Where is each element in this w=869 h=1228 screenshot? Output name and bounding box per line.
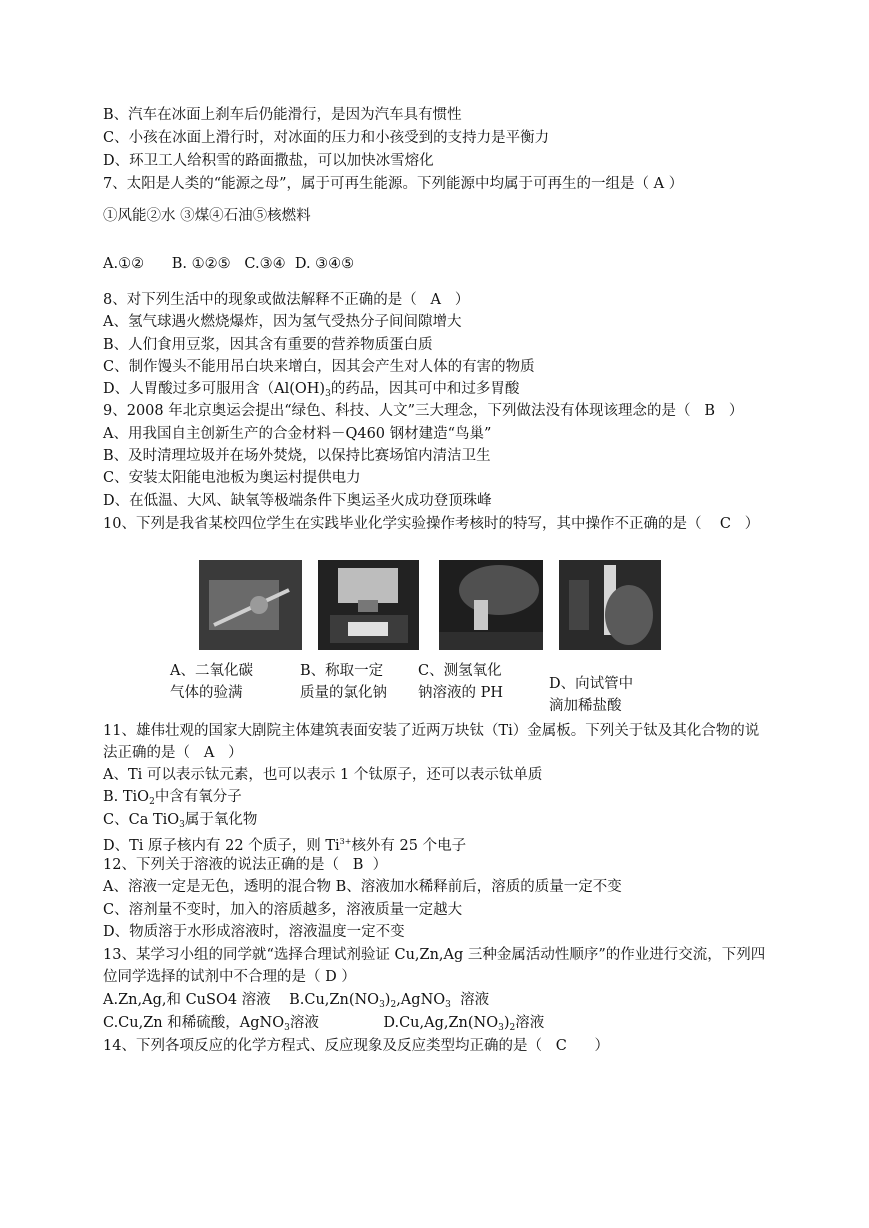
question-14-stem: 14、下列各项反应的化学方程式、反应现象及反应类型均正确的是（ C ） bbox=[103, 1038, 610, 1054]
q13ab-a: A.Zn,Ag,和 CuSO4 溶液 B.Cu,Zn(NO bbox=[103, 992, 380, 1008]
question-12-stem: 12、下列关于溶液的说法正确的是（ B ） bbox=[103, 857, 388, 873]
q13ab-s3: 3 bbox=[445, 1000, 451, 1010]
question-13-option-cd bbox=[103, 1013, 544, 1038]
question-9-stem: 9、2008 年北京奥运会提出“绿色、科技、人文”三大理念，下列做法没有体现该理念的是（ B ） bbox=[103, 403, 744, 419]
question-9-option-c: C、安装太阳能电池板为奥运村提供电力 bbox=[103, 470, 361, 486]
q11d-superscript: 3+ bbox=[339, 837, 352, 846]
question-6-option-c: C、小孩在冰面上滑行时，对冰面的压力和小孩受到的支持力是平衡力 bbox=[103, 130, 550, 146]
question-8-option-c: C、制作馒头不能用吊白块来增白，因其会产生对人体的有害的物质 bbox=[103, 359, 535, 375]
question-9-option-a: A、用我国自主创新生产的合金材料－Q460 钢材建造“鸟巢” bbox=[103, 426, 492, 442]
q13ab-s1: 3 bbox=[379, 1000, 385, 1010]
caption-d-line1: D、向试管中 bbox=[549, 676, 634, 692]
q13cd-s3: 2 bbox=[509, 1023, 516, 1033]
question-8-stem: 8、对下列生活中的现象或做法解释不正确的是（ A ） bbox=[103, 292, 470, 308]
question-12-option-ab: A、溶液一定是无色，透明的混合物 B、溶液加水稀释前后，溶质的质量一定不变 bbox=[103, 879, 622, 895]
question-9-option-b: B、及时清理垃圾并在场外焚烧，以保持比赛场馆内清洁卫生 bbox=[103, 448, 491, 464]
q11c-text-end: 属于氧化物 bbox=[184, 812, 258, 828]
q11c-text: C、Ca TiO bbox=[103, 812, 180, 828]
question-11-stem: 11、雄伟壮观的国家大剧院主体建筑表面安装了近两万块钛（Ti）金属板。下列关于钛及其化合物的说法正确的是（ A ） bbox=[103, 723, 760, 761]
question-7-options: A.①② B. ①②⑤ C.③④ D. ③④⑤ bbox=[103, 256, 355, 272]
question-6-option-b: B、汽车在冰面上刹车后仍能滑行，是因为汽车具有惯性 bbox=[103, 107, 462, 123]
question-13-option-ab bbox=[103, 990, 489, 1015]
photo-ph-test bbox=[439, 560, 543, 650]
caption-a-line2: 气体的验满 bbox=[170, 685, 243, 701]
q13cd-s1: 3 bbox=[284, 1023, 290, 1033]
q13cd-a: C.Cu,Zn 和稀硫酸，AgNO bbox=[103, 1015, 285, 1031]
q11d-text: D、Ti 原子核内有 22 个质子，则 Ti bbox=[103, 838, 340, 854]
q13ab-b: ) bbox=[384, 992, 391, 1008]
q8d-text: D、人胃酸过多可服用含（Al(OH) bbox=[103, 381, 326, 397]
question-6-option-d: D、环卫工人给积雪的路面撒盐，可以加快冰雪熔化 bbox=[103, 153, 434, 169]
question-13-stem: 13、某学习小组的同学就“选择合理试剂验证 Cu,Zn,Ag 三种金属活动性顺序”的作业进行交流，下列四位同学选择的试剂中不合理的是（ D ） bbox=[103, 947, 766, 985]
q13cd-b: 溶液 D.Cu,Ag,Zn(NO bbox=[289, 1015, 499, 1031]
question-9-option-d: D、在低温、大风、缺氧等极端条件下奥运圣火成功登顶珠峰 bbox=[103, 493, 492, 509]
caption-c-line1: C、测氢氧化 bbox=[418, 663, 502, 679]
question-11-option-d bbox=[103, 832, 466, 856]
question-11-option-b bbox=[103, 787, 242, 812]
q11b-subscript: 2 bbox=[149, 797, 155, 807]
q13cd-s2: 3 bbox=[498, 1023, 504, 1033]
question-12-option-c: C、溶剂量不变时，加入的溶质越多，溶液质量一定越大 bbox=[103, 902, 463, 918]
q8d-subscript: 3 bbox=[325, 389, 331, 399]
q13ab-s2: 2 bbox=[390, 1000, 397, 1010]
question-7-stem: 7、太阳是人类的“能源之母”，属于可再生能源。下列能源中均属于可再生的一组是（ A ） bbox=[103, 176, 684, 192]
question-8-option-a: A、氢气球遇火燃烧爆炸，因为氢气受热分子间间隙增大 bbox=[103, 314, 462, 330]
q8d-text-end: 的药品，因其可中和过多胃酸 bbox=[330, 381, 520, 397]
photo-co2-test bbox=[199, 560, 302, 650]
question-11-option-a: A、Ti 可以表示钛元素，也可以表示 1 个钛原子，还可以表示钛单质 bbox=[103, 767, 543, 783]
q13cd-c: ) bbox=[503, 1015, 510, 1031]
caption-b-line2: 质量的氯化钠 bbox=[300, 685, 387, 701]
q13ab-d: 溶液 bbox=[450, 992, 490, 1008]
question-8-option-b: B、人们食用豆浆，因其含有重要的营养物质蛋白质 bbox=[103, 337, 433, 353]
q11d-text-end: 核外有 25 个电子 bbox=[351, 838, 467, 854]
photo-dropping-acid bbox=[559, 560, 661, 650]
question-7-items: ①风能②水 ③煤④石油⑤核燃料 bbox=[103, 208, 311, 224]
caption-c-line2: 钠溶液的 PH bbox=[418, 685, 504, 701]
caption-a-line1: A、二氧化碳 bbox=[170, 663, 253, 679]
q11b-text: B. TiO bbox=[103, 789, 150, 805]
q13cd-d: 溶液 bbox=[515, 1015, 545, 1031]
caption-d-line2: 滴加稀盐酸 bbox=[549, 698, 622, 714]
question-12-option-d: D、物质溶于水形成溶液时，溶液温度一定不变 bbox=[103, 924, 405, 940]
caption-b-line1: B、称取一定 bbox=[300, 663, 384, 679]
q11c-subscript: 3 bbox=[179, 820, 185, 830]
q11b-text-end: 中含有氧分子 bbox=[154, 789, 242, 805]
photo-weighing bbox=[318, 560, 419, 650]
q13ab-c: ,AgNO bbox=[396, 992, 446, 1008]
question-10-stem: 10、下列是我省某校四位学生在实践毕业化学实验操作考核时的特写，其中操作不正确的是（ C ） bbox=[103, 516, 760, 532]
